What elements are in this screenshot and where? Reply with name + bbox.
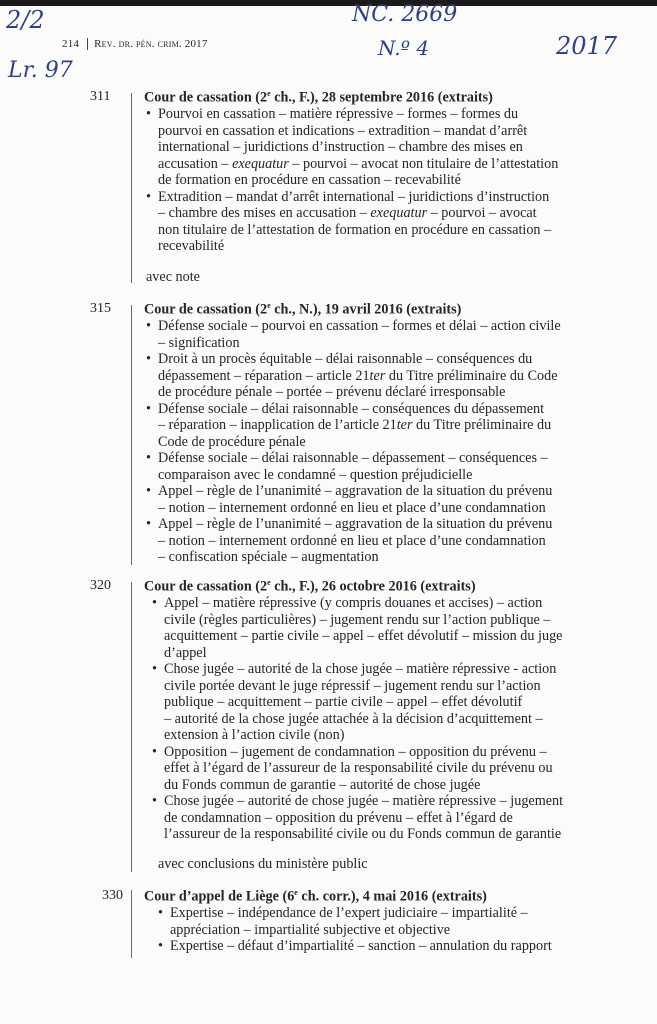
keyword-item: • Pourvoi en cassation – matière répressive – formes – formes du pourvoi en cassation et indications – extradition – mandat d’arrêt international – juridictions d’instruction – chambre des mises en accusation – exequatur – pourvoi – avocat non titulaire de l’attestation de formation en procédure en cassation – recevabilité	[146, 106, 616, 189]
keyword-line: recevabilité	[158, 238, 225, 254]
keyword-line: Expertise – indépendance de l’expert judiciaire – impartialité –	[170, 905, 528, 921]
keyword-list	[146, 106, 616, 255]
scan-top-edge	[0, 0, 657, 6]
keyword-item: • Défense sociale – délai raisonnable – dépassement – conséquences – comparaison avec le condamné – question préjudicielle	[146, 450, 616, 483]
keyword-line: – réparation – inapplication de l’article 21ter du Titre préliminaire du	[158, 417, 552, 433]
keyword-line: comparaison avec le condamné – question préjudicielle	[158, 466, 473, 483]
keyword-item: • Opposition – jugement de condamnation – opposition du prévenu – effet à l’égard de l’assureur de la responsabilité civile du prévenu ou du Fonds commun de garantie – autorité de chose jugée	[152, 744, 622, 794]
keyword-line: Appel – règle de l’unanimité – aggravation de la situation du prévenu	[158, 516, 553, 532]
entry-number: 330	[102, 888, 123, 903]
entry-note: avec note	[146, 269, 200, 285]
keyword-list	[158, 905, 628, 955]
keyword-line: civile (règles particulières) – jugement rendu sur l’action publique –	[164, 611, 551, 628]
keyword-line: pourvoi en cassation et indications – extradition – mandat d’arrêt	[158, 122, 528, 139]
handwritten-margin-note: Lr. 97	[8, 58, 73, 83]
keyword-item: • Appel – règle de l’unanimité – aggravation de la situation du prévenu – notion – internement ordonné en lieu et place d’une condamnation	[146, 483, 616, 516]
keyword-line: – notion – internement ordonné en lieu et place d’une condamnation	[158, 499, 546, 516]
entry-number: 311	[90, 89, 111, 104]
handwritten-number: N.º 4	[378, 36, 430, 60]
keyword-line: extension à l’action civile (non)	[164, 727, 345, 743]
keyword-line: Défense sociale – pourvoi en cassation – formes et délai – action civile	[158, 318, 561, 334]
running-head	[62, 38, 208, 50]
keyword-line: – notion – internement ordonné en lieu et place d’une condamnation	[158, 532, 546, 549]
entry-title: Cour de cassation (2e ch., N.), 19 avril 2016 (extraits)	[144, 301, 462, 318]
keyword-item: • Extradition – mandat d’arrêt international – juridictions d’instruction – chambre des mises en accusation – exequatur – pourvoi – avocat non titulaire de l’attestation de formation en procédure en cassation – recevabilité	[146, 189, 616, 255]
keyword-list	[146, 318, 616, 566]
keyword-line: Opposition – jugement de condamnation – opposition du prévenu –	[164, 743, 547, 760]
keyword-line: de formation en procédure en cassation – recevabilité	[158, 172, 461, 188]
keyword-line: Extradition – mandat d’arrêt international – juridictions d’instruction	[158, 188, 550, 205]
keyword-line: de procédure pénale – portée – prévenu déclaré irresponsable	[158, 384, 506, 400]
keyword-item: • Défense sociale – délai raisonnable – conséquences du dépassement – réparation – inapplication de l’article 21ter du Titre préliminaire du Code de procédure pénale	[146, 401, 616, 451]
keyword-item: • Expertise – défaut d’impartialité – sanction – annulation du rapport	[158, 938, 628, 955]
entry-title: Cour de cassation (2e ch., F.), 28 septembre 2016 (extraits)	[144, 89, 493, 106]
keyword-line: l’assureur de la responsabilité civile ou du Fonds commun de garantie	[164, 826, 562, 842]
keyword-item: • Droit à un procès équitable – délai raisonnable – conséquences du dépassement – réparation – article 21ter du Titre préliminaire du Code de procédure pénale – portée – prévenu déclaré irresponsable	[146, 351, 616, 401]
keyword-item: • Défense sociale – pourvoi en cassation – formes et délai – action civile – signification	[146, 318, 616, 351]
keyword-line: international – juridictions d’instruction – chambre des mises en	[158, 139, 523, 155]
keyword-item: • Chose jugée – autorité de la chose jugée – matière répressive - action civile portée devant le juge répressif – jugement rendu sur l’action publique – acquittement – partie civile – appel – effet dévolutif – autorité de la chose jugée attachée à la décision d’acquittement – extension à l’action civile (non)	[152, 661, 622, 744]
keyword-line: Pourvoi en cassation – matière répressive – formes – formes du	[158, 106, 519, 122]
keyword-line: du Fonds commun de garantie – autorité de chose jugée	[164, 776, 481, 793]
keyword-line: Appel – matière répressive (y compris douanes et accises) – action	[164, 595, 543, 611]
page-number: 214	[62, 38, 88, 50]
handwritten-year: 2017	[556, 32, 618, 60]
keyword-line: appréciation – impartialité subjective et objective	[170, 921, 451, 938]
keyword-item: • Expertise – indépendance de l’expert judiciaire – impartialité – appréciation – impartialité subjective et objective	[158, 905, 628, 938]
entry-title: Cour de cassation (2e ch., F.), 26 octobre 2016 (extraits)	[144, 578, 476, 595]
entry-number: 315	[90, 301, 111, 316]
column-rule	[131, 890, 132, 958]
keyword-line: Défense sociale – délai raisonnable – dépassement – conséquences –	[158, 450, 548, 466]
keyword-line: non titulaire de l’attestation de formation en procédure en cassation –	[158, 221, 552, 238]
handwritten-page-count: 2/2	[6, 6, 45, 34]
keyword-line: accusation – exequatur – pourvoi – avocat non titulaire de l’attestation	[158, 155, 559, 172]
keyword-line: – autorité de la chose jugée attachée à la décision d’acquittement –	[164, 710, 543, 727]
keyword-line: Expertise – défaut d’impartialité – sanction – annulation du rapport	[170, 938, 552, 954]
entry-title: Cour d’appel de Liège (6e ch. corr.), 4 mai 2016 (extraits)	[144, 888, 487, 905]
keyword-item: • Appel – matière répressive (y compris douanes et accises) – action civile (règles particulières) – jugement rendu sur l’action publique – acquittement – partie civile – appel – effet dévolutif – mission du juge d’appel	[152, 595, 622, 661]
keyword-line: civile portée devant le juge répressif – jugement rendu sur l’action	[164, 677, 541, 694]
journal-name: Rev. dr. pén. crim. 2017	[94, 38, 208, 50]
keyword-line: – confiscation spéciale – augmentation	[158, 549, 379, 565]
keyword-line: de condamnation – opposition du prévenu – effet à l’égard de	[164, 809, 513, 826]
keyword-line: Chose jugée – autorité de chose jugée – matière répressive – jugement	[164, 793, 564, 809]
keyword-line: Appel – règle de l’unanimité – aggravation de la situation du prévenu	[158, 483, 553, 499]
keyword-line: Droit à un procès équitable – délai raisonnable – conséquences du	[158, 351, 533, 367]
keyword-line: acquittement – partie civile – appel – effet dévolutif – mission du juge	[164, 628, 563, 644]
entry-number: 320	[90, 578, 111, 593]
keyword-line: effet à l’égard de l’assureur de la responsabilité civile du prévenu ou	[164, 760, 553, 776]
entry-note: avec conclusions du ministère public	[158, 856, 368, 872]
keyword-line: dépassement – réparation – article 21ter du Titre préliminaire du Code	[158, 367, 558, 384]
keyword-line: publique – acquittement – partie civile – appel – effet dévolutif	[164, 694, 523, 710]
keyword-line: – signification	[158, 334, 240, 351]
keyword-line: Code de procédure pénale	[158, 433, 306, 450]
column-rule	[131, 582, 132, 872]
keyword-line: – chambre des mises en accusation – exequatur – pourvoi – avocat	[158, 205, 537, 221]
keyword-line: Défense sociale – délai raisonnable – conséquences du dépassement	[158, 400, 545, 417]
column-rule	[131, 305, 132, 565]
keyword-line: d’appel	[164, 644, 207, 661]
handwritten-reference: NC. 2669	[352, 2, 458, 27]
keyword-item: • Appel – règle de l’unanimité – aggravation de la situation du prévenu – notion – internement ordonné en lieu et place d’une condamnation – confiscation spéciale – augmentation	[146, 516, 616, 566]
keyword-line: Chose jugée – autorité de la chose jugée – matière répressive - action	[164, 661, 557, 677]
column-rule	[131, 93, 132, 283]
keyword-item: • Chose jugée – autorité de chose jugée – matière répressive – jugement de condamnation – opposition du prévenu – effet à l’égard de l’assureur de la responsabilité civile ou du Fonds commun de garantie	[152, 793, 622, 843]
keyword-list	[152, 595, 622, 843]
